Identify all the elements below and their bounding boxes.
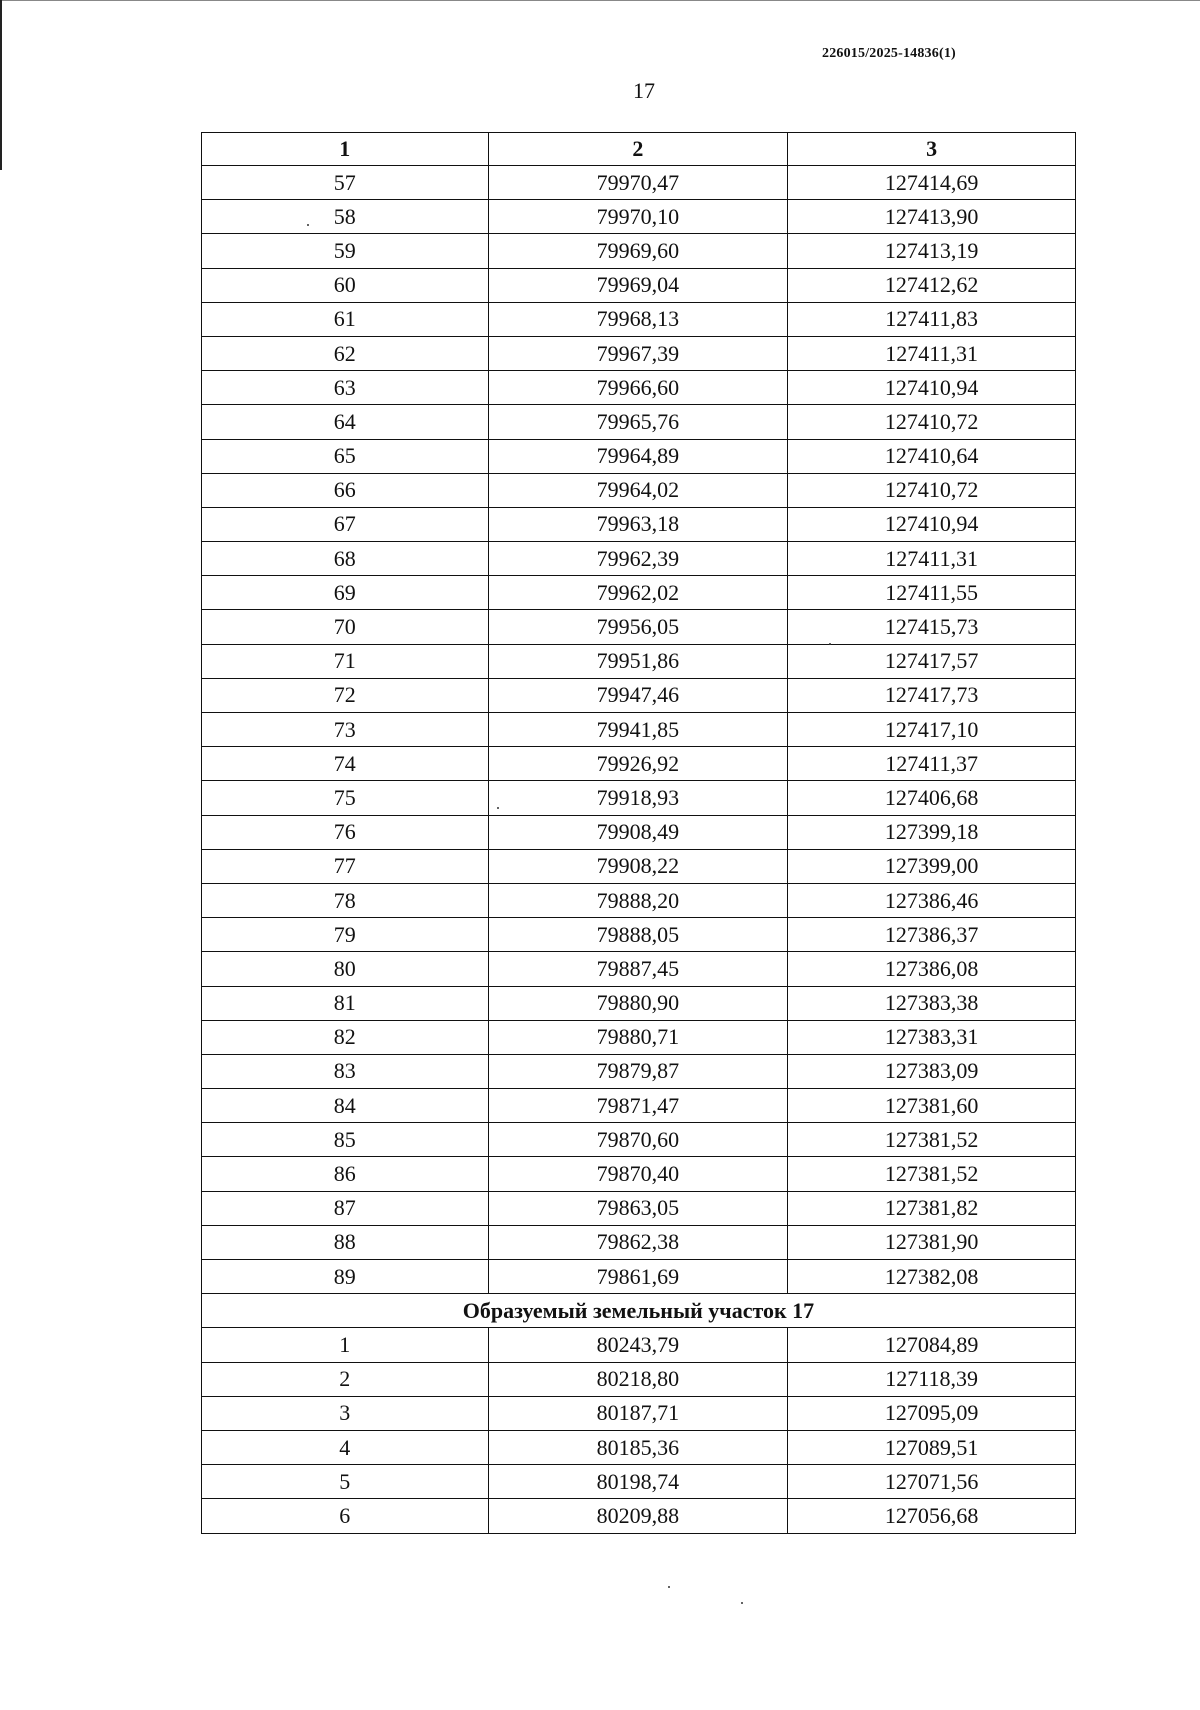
table-cell: 72 [202,678,489,712]
table-cell: 4 [202,1430,489,1464]
table-cell: 75 [202,781,489,815]
table-cell: 57 [202,166,489,200]
table-cell: 79962,39 [488,542,788,576]
table-cell: 80185,36 [488,1430,788,1464]
table-cell: 66 [202,473,489,507]
table-cell: 59 [202,234,489,268]
table-cell: 65 [202,439,489,473]
table-row [202,610,1076,644]
table-row [202,1362,1076,1396]
table-row [202,747,1076,781]
table-row [202,542,1076,576]
table-cell: 87 [202,1191,489,1225]
table-cell: 79908,22 [488,849,788,883]
table-cell: 127412,62 [788,268,1076,302]
table-row [202,166,1076,200]
table-cell: 127095,09 [788,1396,1076,1430]
table-cell: 127383,38 [788,986,1076,1020]
table-cell: 127084,89 [788,1328,1076,1362]
table-row [202,1499,1076,1533]
table-cell: 127386,08 [788,952,1076,986]
table-cell: 127410,64 [788,439,1076,473]
table-row [202,371,1076,405]
table-cell: 79951,86 [488,644,788,678]
table-cell: 127410,94 [788,371,1076,405]
table-cell: 79863,05 [488,1191,788,1225]
table-cell: 3 [202,1396,489,1430]
section-body [202,1328,1076,1533]
table-cell: 80209,88 [488,1499,788,1533]
table-cell: 79965,76 [488,405,788,439]
table-row [202,1260,1076,1294]
table-cell: 81 [202,986,489,1020]
table-cell: 79880,90 [488,986,788,1020]
section-title-row [202,1294,1076,1328]
table-row [202,678,1076,712]
table-row [202,1328,1076,1362]
table-cell: 71 [202,644,489,678]
table-cell: 70 [202,610,489,644]
table-cell: 79962,02 [488,576,788,610]
table-row [202,815,1076,849]
table-cell: 79870,60 [488,1123,788,1157]
column-header: 3 [788,133,1076,166]
table-cell: 86 [202,1157,489,1191]
table-row [202,234,1076,268]
table-cell: 127381,52 [788,1157,1076,1191]
table-row [202,268,1076,302]
table-cell: 79871,47 [488,1089,788,1123]
page-number: 17 [633,78,655,103]
table-row [202,200,1076,234]
table-cell: 79908,49 [488,815,788,849]
table-row [202,1020,1076,1054]
table-row [202,713,1076,747]
table-header-row [202,133,1076,166]
table-body [202,166,1076,1294]
table-cell: 79941,85 [488,713,788,747]
table-cell: 127381,82 [788,1191,1076,1225]
table-cell: 127411,31 [788,542,1076,576]
table-row [202,302,1076,336]
table-cell: 89 [202,1260,489,1294]
table-row [202,781,1076,815]
table-cell: 62 [202,336,489,370]
table-cell: 79879,87 [488,1054,788,1088]
table-cell: 127381,90 [788,1225,1076,1259]
table-row [202,1430,1076,1464]
table-cell: 79888,20 [488,883,788,917]
table-cell: 127411,37 [788,747,1076,781]
table-row [202,883,1076,917]
table-row [202,849,1076,883]
table-cell: 68 [202,542,489,576]
table-cell: 127089,51 [788,1430,1076,1464]
table-cell: 127413,19 [788,234,1076,268]
table-cell: 79947,46 [488,678,788,712]
table-row [202,1123,1076,1157]
table-row [202,1191,1076,1225]
table-cell: 127381,52 [788,1123,1076,1157]
table-row [202,1396,1076,1430]
table-cell: 127414,69 [788,166,1076,200]
coordinates-table [201,132,1076,1534]
table-cell: 127411,55 [788,576,1076,610]
table-cell: 127417,57 [788,644,1076,678]
table-row [202,952,1076,986]
section-header [202,1294,1076,1328]
table-cell: 127383,09 [788,1054,1076,1088]
table-row [202,473,1076,507]
table-cell: 127411,83 [788,302,1076,336]
table-cell: 127056,68 [788,1499,1076,1533]
table-cell: 127411,31 [788,336,1076,370]
table-row [202,644,1076,678]
table-cell: 127381,60 [788,1089,1076,1123]
table-cell: 127410,72 [788,473,1076,507]
table-cell: 79888,05 [488,918,788,952]
table-cell: 79964,02 [488,473,788,507]
table-cell: 127383,31 [788,1020,1076,1054]
table-cell: 1 [202,1328,489,1362]
table-cell: 83 [202,1054,489,1088]
table-cell: 127386,37 [788,918,1076,952]
column-header: 2 [488,133,788,166]
table-cell: 79926,92 [488,747,788,781]
scan-speck [307,224,309,226]
table-cell: 79918,93 [488,781,788,815]
table-cell: 79963,18 [488,507,788,541]
table-cell: 127417,10 [788,713,1076,747]
table-cell: 79861,69 [488,1260,788,1294]
table-row [202,405,1076,439]
scan-speck [741,1602,743,1604]
table-cell: 60 [202,268,489,302]
table-cell: 80198,74 [488,1465,788,1499]
table-cell: 79862,38 [488,1225,788,1259]
table-cell: 127399,00 [788,849,1076,883]
table-cell: 58 [202,200,489,234]
table-row [202,1225,1076,1259]
table-cell: 77 [202,849,489,883]
table-row [202,1465,1076,1499]
table-cell: 63 [202,371,489,405]
table-cell: 80218,80 [488,1362,788,1396]
table-cell: 79970,47 [488,166,788,200]
table-cell: 79 [202,918,489,952]
table-cell: 88 [202,1225,489,1259]
table-cell: 74 [202,747,489,781]
table-cell: 82 [202,1020,489,1054]
table-row [202,576,1076,610]
table-cell: 78 [202,883,489,917]
table-cell: 80187,71 [488,1396,788,1430]
table-cell: 79887,45 [488,952,788,986]
table-cell: 6 [202,1499,489,1533]
table-cell: 127382,08 [788,1260,1076,1294]
table-cell: 127399,18 [788,815,1076,849]
table-cell: 127071,56 [788,1465,1076,1499]
table-row [202,986,1076,1020]
table-row [202,918,1076,952]
table-cell: 5 [202,1465,489,1499]
table-cell: 127417,73 [788,678,1076,712]
column-header: 1 [202,133,489,166]
table-row [202,439,1076,473]
table-cell: 69 [202,576,489,610]
table-cell: 73 [202,713,489,747]
scan-speck [668,1586,670,1588]
table-cell: 79870,40 [488,1157,788,1191]
scan-top-edge [0,0,1200,1]
table-cell: 127415,73 [788,610,1076,644]
table-cell: 80243,79 [488,1328,788,1362]
table-cell: 84 [202,1089,489,1123]
table-cell: 2 [202,1362,489,1396]
table-cell: 79968,13 [488,302,788,336]
table-cell: 79964,89 [488,439,788,473]
section-title: Образуемый земельный участок 17 [202,1294,1076,1328]
table-row [202,1089,1076,1123]
table-cell: 127410,94 [788,507,1076,541]
table-cell: 85 [202,1123,489,1157]
table-cell: 76 [202,815,489,849]
table-row [202,1054,1076,1088]
table-cell: 79967,39 [488,336,788,370]
table-cell: 79956,05 [488,610,788,644]
table-cell: 64 [202,405,489,439]
table-cell: 79880,71 [488,1020,788,1054]
table-row [202,336,1076,370]
table-cell: 127386,46 [788,883,1076,917]
table-cell: 127118,39 [788,1362,1076,1396]
table-row [202,1157,1076,1191]
table-cell: 61 [202,302,489,336]
table-cell: 127413,90 [788,200,1076,234]
table-cell: 67 [202,507,489,541]
table-cell: 79969,04 [488,268,788,302]
table-cell: 79969,60 [488,234,788,268]
scan-speck [497,807,499,809]
table-row [202,507,1076,541]
table-cell: 127406,68 [788,781,1076,815]
table-cell: 79966,60 [488,371,788,405]
table-cell: 80 [202,952,489,986]
table-cell: 79970,10 [488,200,788,234]
scan-speck [829,643,831,645]
document-id: 226015/2025-14836(1) [822,46,956,61]
table-cell: 127410,72 [788,405,1076,439]
